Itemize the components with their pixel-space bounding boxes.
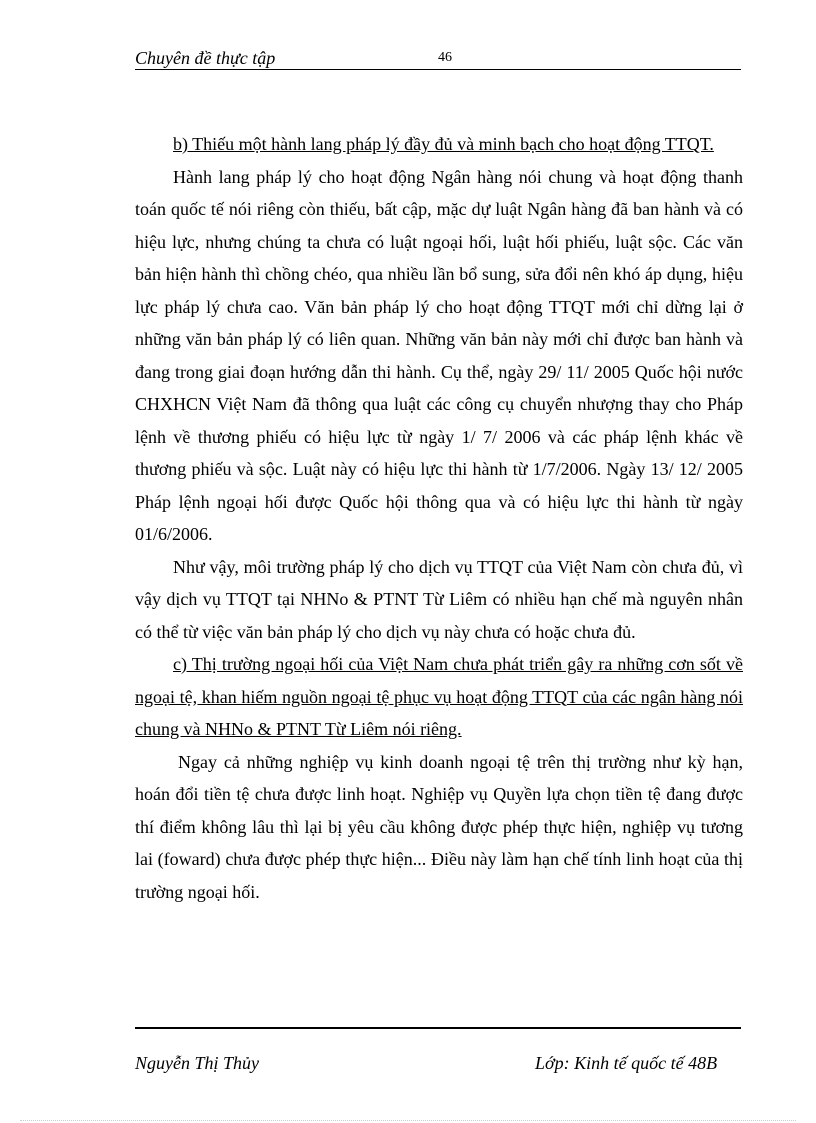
page-number: 46 <box>438 50 452 65</box>
paragraph-conclusion: Như vậy, môi trường pháp lý cho dịch vụ TTQT của Việt Nam còn chưa đủ, vì vậy dịch vụ TTQT tại NHNo & PTNT Từ Liêm có nhiều hạn chế mà nguyên nhân có thể từ việc văn bản pháp lý cho dịch vụ này chưa có hoặc chưa đủ. <box>135 556 743 642</box>
header-divider <box>135 69 741 70</box>
footer-class: Lớp: Kinh tế quốc tế 48B <box>535 1053 718 1073</box>
section-heading-b: b) Thiếu một hành lang pháp lý đầy đủ và minh bạch cho hoạt động TTQT. <box>173 134 714 154</box>
page-edge <box>20 1120 796 1121</box>
footer-author: Nguyễn Thị Thủy <box>135 1053 259 1073</box>
paragraph-legal-framework: Hành lang pháp lý cho hoạt động Ngân hàng nói chung và hoạt động thanh toán quốc tế nói riêng còn thiếu, bất cập, mặc dự luật Ngân hàng đã ban hành và có hiệu lực, nhưng chúng ta chưa có luật ngoại hối, luật hối phiếu, luật sộc. Các văn bản hiện hành thì chồng chéo, qua nhiều lần bổ sung, sửa đổi nên khó áp dụng, hiệu lực pháp lý chưa cao. Văn bản pháp lý cho hoạt động TTQT mới chỉ dừng lại ở những văn bản pháp lý có liên quan. Những văn bản này mới chỉ được ban hành và đang trong giai đoạn hướng dẫn thi hành. Cụ thể, ngày 29/ 11/ 2005 Quốc hội nước CHXHCN Việt Nam đã thông qua luật các công cụ chuyển nhượng thay cho Pháp lệnh về thương phiếu có hiệu lực từ ngày 1/ 7/ 2006 và các pháp lệnh khác về thương phiếu và sộc. Luật này có hiệu lực thi hành từ 1/7/2006. Ngày 13/ 12/ 2005 Pháp lệnh ngoại hối được Quốc hội thông qua và có hiệu lực thi hành từ ngày 01/6/2006. <box>135 166 743 544</box>
paragraph-forex-market: Ngay cả những nghiệp vụ kinh doanh ngoại tệ trên thị trường như kỳ hạn, hoán đổi tiền tệ chưa được linh hoạt. Nghiệp vụ Quyền lựa chọn tiền tệ đang được thí điểm không lâu thì lại bị yêu cầu không được phép thực hiện, nghiệp vụ tương lai (foward) chưa được phép thực hiện... Điều này làm hạn chế tính linh hoạt của thị trường ngoại hối. <box>135 751 743 902</box>
header-title: Chuyên đề thực tập <box>135 48 276 68</box>
footer-divider <box>135 1027 741 1029</box>
section-heading-c: c) Thị trường ngoại hối của Việt Nam chưa phát triển gây ra những cơn sốt về ngoại tệ, khan hiếm nguồn ngoại tệ phục vụ hoạt động TTQT của các ngân hàng nói chung và NHNo & PTNT Từ Liêm nói riêng. <box>135 654 743 739</box>
document-body <box>135 128 743 908</box>
